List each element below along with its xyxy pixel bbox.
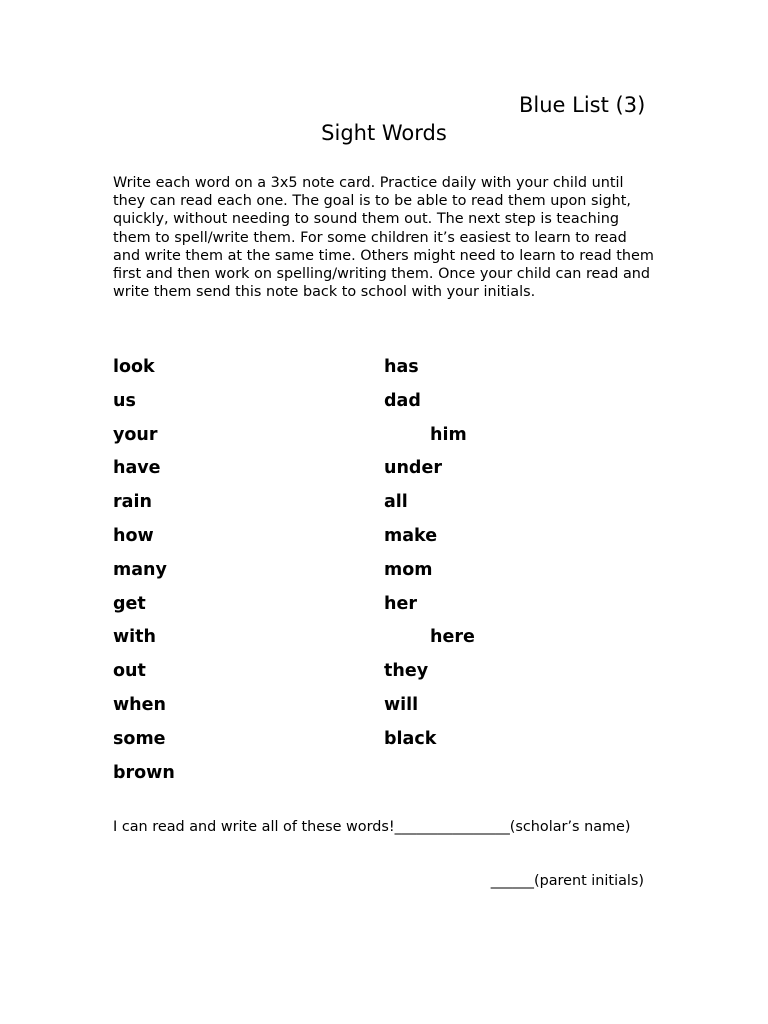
page-title: Sight Words [321, 121, 447, 145]
word-item: with [113, 627, 156, 648]
word-item: out [113, 661, 146, 682]
word-item: dad [384, 390, 421, 411]
word-item: some [113, 728, 166, 749]
word-item: will [384, 694, 419, 715]
instructions-paragraph: Write each word on a 3x5 note card. Practice daily with your child until they can read each one. The goal is to be able to read them upon sight, quickly, without needing to sound them out. The next step is teaching them to spell/write them. For some children it’s easiest to learn to read and write them at the same time. Others might need to learn to read them first and then work on spelling/writing them. Once your child can read and write them send this note back to school with your initials. [113, 175, 654, 301]
word-item: under [384, 458, 442, 479]
word-item: they [384, 661, 429, 682]
scholar-signoff: I can read and write all of these words!________________(scholar’s name) [113, 819, 631, 835]
list-title: Blue List (3) [519, 93, 646, 117]
word-item: many [113, 559, 167, 580]
word-item: get [113, 593, 146, 614]
word-item: how [113, 525, 154, 546]
word-item: black [384, 728, 437, 749]
word-item: rain [113, 492, 152, 513]
word-item: him [430, 424, 467, 445]
word-item: all [384, 492, 408, 513]
word-item: brown [113, 762, 175, 783]
word-item: have [113, 458, 161, 479]
word-item: when [113, 694, 166, 715]
parent-initials-line: ______(parent initials) [490, 873, 644, 889]
word-item: mom [384, 559, 433, 580]
word-item: has [384, 357, 419, 377]
word-item: make [384, 525, 438, 546]
word-column-left [113, 355, 175, 794]
word-column-right [384, 355, 475, 761]
word-item: us [113, 390, 136, 411]
word-item: your [113, 424, 158, 445]
word-item: look [113, 357, 155, 377]
word-item: her [384, 593, 417, 614]
word-item: here [430, 627, 475, 648]
